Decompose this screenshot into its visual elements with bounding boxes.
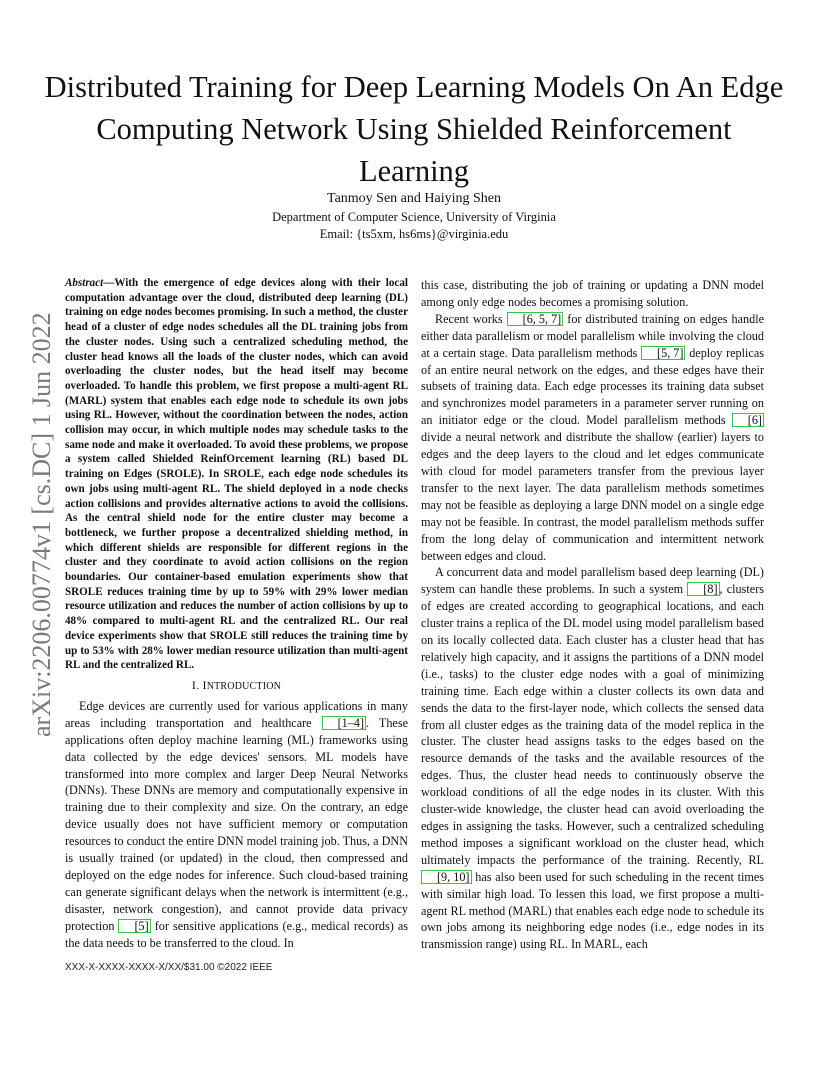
section-heading: [65, 677, 408, 696]
section-rest: NTRODUCTION: [206, 680, 282, 692]
section-initial: I: [202, 677, 207, 692]
paragraph: [421, 311, 764, 565]
text-span: A concurrent data and model parallelism based deep learning (DL) system can handle these problems. In such a system: [421, 565, 764, 597]
abstract-text: —With the emergence of edge devices along with their local computation advantage over the cloud, distributed deep learning (DL) training on edge nodes becomes promising. In such a method, the cluster head of a cluster of edge nodes schedules all the DL training jobs from the cluster nodes. Using such a centralized scheduling method, the cluster head knows all the loads of the cluster nodes, which can avoid overloading the cluster nodes, but the head itself may become overloaded. To handle this problem, we first propose a multi-agent RL (MARL) system that enables each edge node to schedule its own jobs using RL. However, without the coordination between the nodes, action collision may occur, in which multiple nodes may schedule tasks to the same node and make it overloaded. To avoid these problems, we propose a system called Shielded ReinfOrcement learning (RL) based DL training on Edges (SROLE). In SROLE, each edge node schedules its own jobs using multi-agent RL. The shield deployed in a node checks action collisions and provides alternative actions to avoid the collisions. As the central shield node for the entire cluster may become a bottleneck, we further propose a decentralized shielding method, in which different shields are responsible for different regions in the cluster and they coordinate to avoid action collisions on the region boundaries. Our container-based emulation experiments show that SROLE reduces training time by up to 59% with 29% lower median resource utilization and reduces the number of action collisions by up to 48% compared to multi-agent RL and the centralized RL. Our real device experiments show that SROLE still reduces the training time by up to 53% with 28% lower median resource utilization than multi-agent RL and the centralized RL.: [65, 277, 408, 672]
text-span: has also been used for such scheduling in the recent times with similar high load. To lessen this load, we first propose a multi-agent RL method (MARL) that enables each edge node to schedule its own jobs among its neighboring edge nodes (i.e., edge nodes in its transmission range) using RL. In MARL, each: [421, 869, 764, 952]
text-span: . These applications often deploy machine learning (ML) frameworks using data collected by the edge devices' sensors. ML models have transformed into more complex and larger Deep Neural Networks (DNNs). These DNNs are memory and computationally expensive in training due to their complexity and size. On the contrary, an edge device usually does not have sufficient memory or computation resources to conduct the entire DNN model training job. Thus, a DNN is usually trained (or updated) in the cloud, then compressed and deployed on the edge nodes for inference. Such cloud-based training can generate significant delays when the network is intermittent (e.g., disaster, network congestion), and cannot provide data privacy protection: [65, 715, 408, 933]
paragraph: this case, distributing the job of training or updating a DNN model among only edge nodes becomes a promising solution.: [421, 278, 764, 309]
arxiv-side-label: arXiv:2206.00774v1 [cs.DC] 1 Jun 2022: [27, 312, 56, 738]
citation-link[interactable]: [6, 5, 7]: [507, 312, 564, 326]
section-number: I.: [191, 677, 200, 692]
abstract-lead: Abstract: [65, 277, 104, 289]
paragraph: [421, 564, 764, 953]
citation-link[interactable]: [6]: [732, 413, 764, 427]
text-span: deploy replicas of an entire neural network on the edges, and these edges have their subsets of training data. Each edge processes its training data subset and synchronizes model parameters in a parameter server running on an initiator edge or the cloud. Model parallelism methods: [421, 345, 764, 428]
left-column: [65, 276, 408, 951]
citation-link[interactable]: [5, 7]: [641, 346, 685, 360]
affiliation: Department of Computer Science, University of Virginia: [272, 210, 556, 224]
text-span: for sensitive applications (e.g., medical records) as the data needs to be transferred to the cloud. In: [65, 918, 408, 950]
abstract: [65, 276, 408, 673]
text-span: Edge devices are currently used for various applications in many areas including transportation and healthcare: [65, 698, 408, 730]
text-span: divide a neural network and distribute the shallow (earlier) layers to edges and the deep layers to the cloud and let edges communicate with cloud for model parameters transfer from the previous layer transfer to the next layer. The data parallelism methods sometimes may not be feasible as deploying a large DNN model on a single edge may not be feasible. In contrast, the model parallelism methods suffer from the long delay of communication and intermittent network between edges and cloud.: [421, 430, 764, 563]
text-span: for distributed training on edges handle either data parallelism or model parallelism while involving the cloud at a certain stage. Data parallelism methods: [421, 311, 764, 360]
text-span: , clusters of edges are created according to geographical locations, and each cluster trains a replica of the DL model using model parallelism based on its locally collected data. Each cluster has a cluster head that has relatively high capacity, and it assigns the partitions of a DNN model (i.e., tasks) to the cluster edge nodes with a goal of minimizing training time. Each edge within a cluster collects its own data and sends the data to the first-layer node, which collects the sensed data from all cluster edges as the training data of the model replica in the cluster. The cluster head assigns tasks to the edges based on the resource demands of the tasks and the available resources of the edges. Thus, the cluster head needs to continuously observe the workload conditions of all the edge nodes in its cluster. With this cluster-wide knowledge, the cluster head can avoid overloading the edges in assigning the tasks. However, such a centralized scheduling method imposes a significant workload on the cluster head, which ultimately impacts the performance of the training. Recently, RL: [421, 582, 764, 867]
right-column: [421, 277, 764, 953]
email-line: Email: {ts5xm, hs6ms}@virginia.edu: [319, 227, 509, 241]
intro-paragraph: [65, 698, 408, 952]
citation-link[interactable]: [9, 10]: [421, 870, 472, 884]
copyright-footer: XXX-X-XXXX-XXXX-X/XX/$31.00 ©2022 IEEE: [65, 962, 273, 973]
author-list: Tanmoy Sen and Haiying Shen: [327, 191, 501, 206]
citation-link[interactable]: [1–4]: [322, 716, 366, 730]
text-span: Recent works: [435, 311, 507, 326]
citation-link[interactable]: [8]: [687, 582, 719, 596]
paper-title: Distributed Training for Deep Learning Models On An Edge Computing Network Using Shielded Reinforcement Learning: [44, 70, 784, 188]
citation-link[interactable]: [5]: [118, 919, 150, 933]
